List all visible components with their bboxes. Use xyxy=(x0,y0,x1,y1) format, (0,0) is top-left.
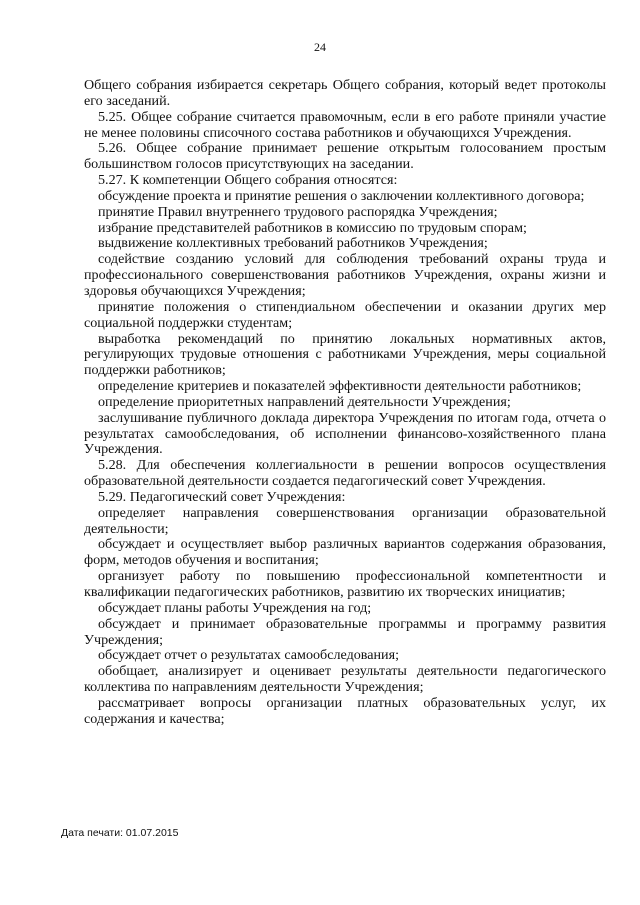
list-item: обсуждает и осуществляет выбор различных вариантов содержания образования, форм, методов обучения и воспитания; xyxy=(84,536,606,569)
list-item: обсуждает отчет о результатах самообследования; xyxy=(98,647,399,664)
list-item: определение критериев и показателей эффективности деятельности работников; xyxy=(98,378,582,395)
list-item: обсуждает и принимает образовательные программы и программу развития Учреждения; xyxy=(84,615,606,648)
paragraph: 5.26. Общее собрание принимает решение открытым голосованием простым большинством голосов присутствующих на заседании. xyxy=(84,140,606,173)
list-item: определяет направления совершенствования организации образовательной деятельности; xyxy=(84,504,606,537)
page-number: 24 xyxy=(314,40,326,54)
document-body xyxy=(84,78,606,728)
list-item: принятие Правил внутреннего трудового распорядка Учреждения; xyxy=(98,203,498,220)
list-item: выработка рекомендаций по принятию локальных нормативных актов, регулирующих трудовые отношения с работниками Учреждения, меры социальной поддержки работников; xyxy=(84,330,606,379)
list-item: обсуждение проекта и принятие решения о заключении коллективного договора; xyxy=(98,187,585,204)
paragraph: 5.27. К компетенции Общего собрания относятся: xyxy=(98,172,398,189)
list-item: рассматривает вопросы организации платных образовательных услуг, их содержания и качества; xyxy=(84,694,606,727)
list-item: принятие положения о стипендиальном обеспечении и оказании других мер социальной поддержки студентам; xyxy=(84,298,606,331)
print-date: Дата печати: 01.07.2015 xyxy=(61,827,179,839)
list-item: выдвижение коллективных требований работников Учреждения; xyxy=(98,235,488,252)
list-item: заслушивание публичного доклада директора Учреждения по итогам года, отчета о результатах самообследования, об исполнении финансово-хозяйственного плана Учреждения. xyxy=(84,409,606,458)
list-item: обсуждает планы работы Учреждения на год; xyxy=(98,599,372,616)
paragraph: Общего собрания избирается секретарь Общего собрания, который ведет протоколы его заседаний. xyxy=(84,77,606,109)
list-item: обобщает, анализирует и оценивает результаты деятельности педагогического коллектива по направлениям деятельности Учреждения; xyxy=(84,663,606,696)
list-item: избрание представителей работников в комиссию по трудовым спорам; xyxy=(98,219,527,236)
paragraph: 5.28. Для обеспечения коллегиальности в решении вопросов осуществления образовательной деятельности создается педагогический совет Учреждения. xyxy=(84,457,606,490)
paragraph: 5.25. Общее собрание считается правомочным, если в его работе приняли участие не менее половины списочного состава работников и обучающихся Учреждения. xyxy=(84,108,606,141)
paragraph: 5.29. Педагогический совет Учреждения: xyxy=(98,488,346,505)
list-item: определение приоритетных направлений деятельности Учреждения; xyxy=(98,393,511,410)
list-item: организует работу по повышению профессиональной компетентности и квалификации педагогических работников, развитию их творческих инициатив; xyxy=(84,568,606,600)
list-item: содействие созданию условий для соблюдения требований охраны труда и профессионального совершенствования работников Учреждения, охраны жизни и здоровья обучающихся Учреждения; xyxy=(84,251,606,299)
